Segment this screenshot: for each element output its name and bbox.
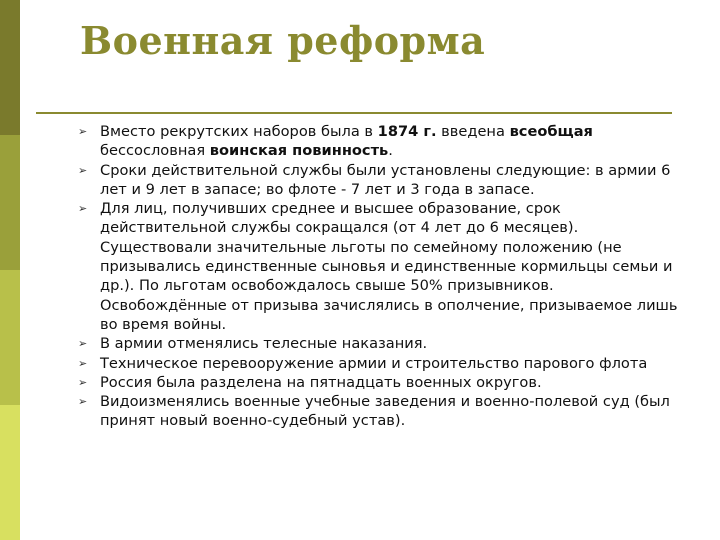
text-run: введена	[436, 123, 510, 140]
text-run: .	[388, 142, 393, 160]
bullet-list	[78, 122, 678, 431]
bullet-text	[100, 374, 542, 391]
arrow-bullet-icon: ➢	[78, 202, 88, 216]
arrow-bullet-icon: ➢	[78, 356, 88, 370]
title-divider	[36, 112, 672, 114]
bullet-item	[78, 199, 678, 334]
arrow-bullet-icon: ➢	[78, 375, 88, 389]
bullet-item	[78, 334, 678, 353]
bullet-item	[78, 392, 678, 431]
bullet-text	[100, 355, 647, 372]
bold-text: всеобщая	[509, 123, 593, 140]
bullet-item	[78, 161, 678, 200]
bullet-text	[100, 123, 593, 159]
slide-title: Военная реформа	[80, 18, 486, 63]
text-run: Для лиц, получивших среднее и высшее образование, срок действительной службы сокращался (от 4 лет до 6 месяцев). Существовали значительные льготы по семейному положению (не призывались единственные сыновья и единственные кормильцы семьи и др.). По льготам освобождалось свыше 50% призывников. Освобождённые от призыва зачислялись в ополчение, призываемое лишь во время войны.	[100, 200, 678, 333]
bullet-item	[78, 373, 678, 392]
bullet-text	[100, 200, 678, 333]
bold-text: воинская повинность	[209, 142, 389, 160]
bullet-text	[100, 393, 670, 429]
text-run: Россия была разделена на пятнадцать военных округов.	[100, 373, 542, 391]
text-run: Сроки действительной службы были установлены следующие: в армии 6 лет и 9 лет в запасе; во флоте - 7 лет и 3 года в запасе.	[100, 161, 671, 198]
text-run: Видоизменялись военные учебные заведения и военно-полевой суд (был принят новый военно-судебный устав).	[100, 393, 670, 430]
arrow-bullet-icon: ➢	[78, 337, 88, 351]
bold-text: 1874 г.	[377, 123, 437, 140]
text-run: Техническое перевооружение армии и строительство парового флота	[100, 354, 648, 372]
bullet-item	[78, 354, 678, 373]
text-run: В армии отменялись телесные наказания.	[100, 335, 428, 353]
arrow-bullet-icon: ➢	[78, 395, 88, 409]
text-run: бессословная	[100, 142, 210, 160]
arrow-bullet-icon: ➢	[78, 163, 88, 177]
bullet-text	[100, 162, 670, 198]
side-bar-segment	[0, 0, 20, 135]
side-bar-segment	[0, 270, 20, 405]
arrow-bullet-icon: ➢	[78, 125, 88, 138]
bullet-item	[78, 122, 678, 161]
side-bar-segment	[0, 135, 20, 270]
text-run: Вместо рекрутских наборов была в	[100, 123, 378, 140]
bullet-text	[100, 335, 427, 352]
decorative-side-bar	[0, 0, 20, 540]
side-bar-segment	[0, 405, 20, 540]
